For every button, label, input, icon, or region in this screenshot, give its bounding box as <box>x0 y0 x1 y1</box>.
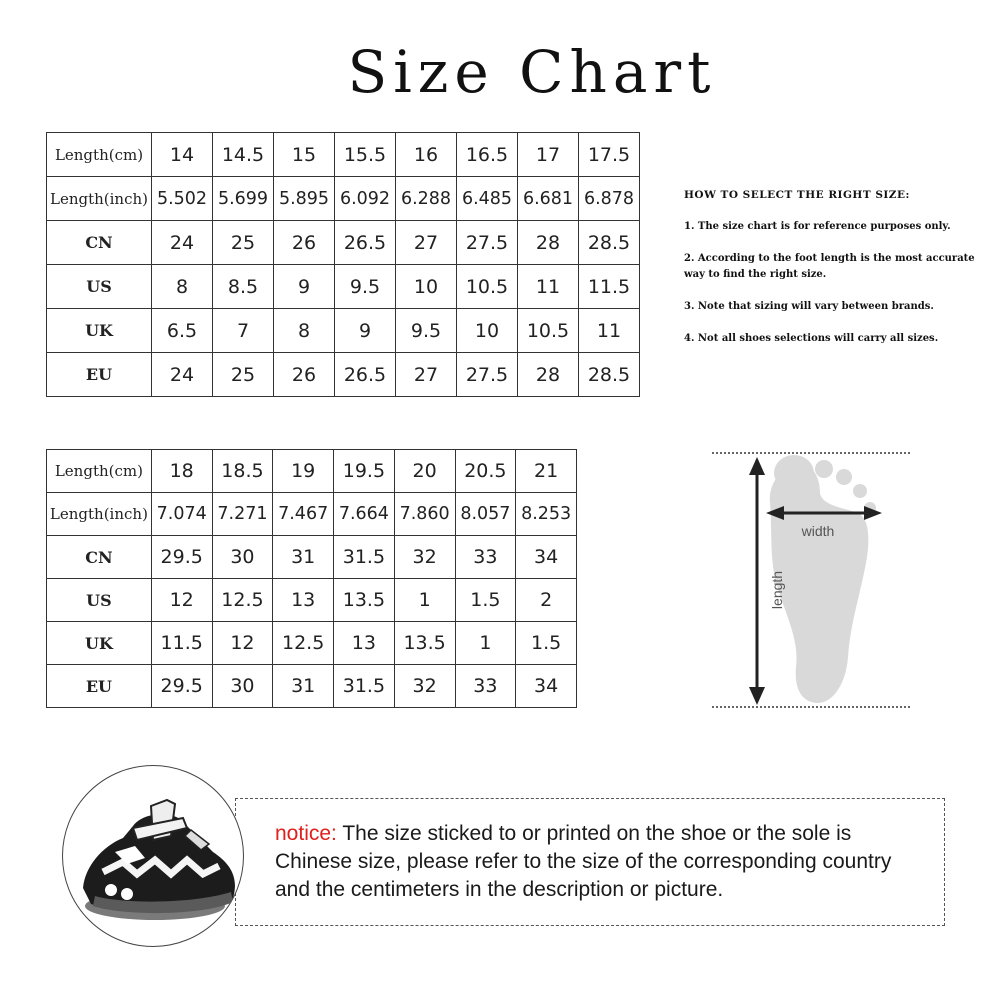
guide-tip: 2. According to the foot length is the most accurate way to find the right size. <box>684 253 975 280</box>
size-guide <box>684 188 994 363</box>
guide-tip: 1. The size chart is for reference purposes only. <box>684 221 951 232</box>
table-row <box>47 177 640 221</box>
row-header: EU <box>47 353 152 397</box>
table-cell: 25 <box>213 353 274 397</box>
length-arrow-head-bottom <box>749 687 765 705</box>
table-row <box>47 665 577 708</box>
row-header: US <box>47 579 152 622</box>
table-cell: 27 <box>396 353 457 397</box>
length-arrow-head-top <box>749 457 765 475</box>
guide-tip: 4. Not all shoes selections will carry all sizes. <box>684 333 939 344</box>
table-cell: 7.664 <box>334 493 395 536</box>
table-cell: 12.5 <box>212 579 273 622</box>
table-row <box>47 309 640 353</box>
table-cell: 7.074 <box>151 493 212 536</box>
table-cell: 30 <box>212 665 273 708</box>
table-row <box>47 265 640 309</box>
table-cell: 11 <box>579 309 640 353</box>
notice-body: The size sticked to or printed on the shoe or the sole is Chinese size, please refer to the size of the corresponding country and the centimeters in the description or picture. <box>275 822 892 901</box>
table-cell: 19 <box>273 450 334 493</box>
row-header: CN <box>47 536 152 579</box>
table-cell: 13.5 <box>334 579 395 622</box>
table-cell: 31.5 <box>334 665 395 708</box>
table-cell: 6.288 <box>396 177 457 221</box>
page-title: Size Chart <box>347 38 717 106</box>
table-cell: 13 <box>334 622 395 665</box>
table-cell: 15 <box>274 133 335 177</box>
row-header: UK <box>47 309 152 353</box>
table-cell: 8 <box>152 265 213 309</box>
table-row <box>47 450 577 493</box>
table-cell: 31 <box>273 536 334 579</box>
row-header: CN <box>47 221 152 265</box>
table-cell: 10.5 <box>457 265 518 309</box>
row-header: Length(inch) <box>47 493 152 536</box>
table-cell: 13.5 <box>394 622 455 665</box>
table-row <box>47 579 577 622</box>
table-cell: 31.5 <box>334 536 395 579</box>
table-cell: 33 <box>455 665 516 708</box>
guide-tip: 3. Note that sizing will vary between brands. <box>684 301 934 312</box>
table-cell: 27 <box>396 221 457 265</box>
table-cell: 5.895 <box>274 177 335 221</box>
table-row <box>47 133 640 177</box>
table-cell: 14 <box>152 133 213 177</box>
width-label: width <box>801 523 835 539</box>
table-cell: 6.878 <box>579 177 640 221</box>
row-header: Length(cm) <box>47 450 152 493</box>
table-cell: 7 <box>213 309 274 353</box>
table-cell: 16.5 <box>457 133 518 177</box>
table-cell: 17.5 <box>579 133 640 177</box>
table-cell: 29.5 <box>151 536 212 579</box>
table-cell: 8.253 <box>516 493 577 536</box>
table-cell: 25 <box>213 221 274 265</box>
table-cell: 1.5 <box>455 579 516 622</box>
table-cell: 18.5 <box>212 450 273 493</box>
table-cell: 19.5 <box>334 450 395 493</box>
table-cell: 9.5 <box>335 265 396 309</box>
table-cell: 8.5 <box>213 265 274 309</box>
notice-label: notice: <box>275 822 337 845</box>
table-cell: 26 <box>274 221 335 265</box>
row-header: US <box>47 265 152 309</box>
table-cell: 9 <box>335 309 396 353</box>
table-cell: 15.5 <box>335 133 396 177</box>
row-header: Length(inch) <box>47 177 152 221</box>
notice-text <box>275 820 925 904</box>
table-row <box>47 353 640 397</box>
table-cell: 6.5 <box>152 309 213 353</box>
table-cell: 24 <box>152 353 213 397</box>
table-row <box>47 221 640 265</box>
table-cell: 1 <box>394 579 455 622</box>
table-cell: 28 <box>518 221 579 265</box>
row-header: EU <box>47 665 152 708</box>
row-header: UK <box>47 622 152 665</box>
table-cell: 11.5 <box>151 622 212 665</box>
table-cell: 12 <box>151 579 212 622</box>
table-cell: 28 <box>518 353 579 397</box>
size-table-small <box>46 132 640 397</box>
size-table-large <box>46 449 577 708</box>
table-cell: 1.5 <box>516 622 577 665</box>
table-cell: 5.699 <box>213 177 274 221</box>
table-cell: 6.485 <box>457 177 518 221</box>
table-cell: 7.860 <box>394 493 455 536</box>
table-row <box>47 536 577 579</box>
table-cell: 27.5 <box>457 353 518 397</box>
length-label: length <box>769 570 785 610</box>
guide-heading: HOW TO SELECT THE RIGHT SIZE: <box>684 189 910 201</box>
foot-measure-diagram <box>710 445 940 715</box>
table-cell: 6.681 <box>518 177 579 221</box>
table-cell: 30 <box>212 536 273 579</box>
table-cell: 34 <box>516 665 577 708</box>
table-cell: 10 <box>396 265 457 309</box>
table-cell: 33 <box>455 536 516 579</box>
table-cell: 24 <box>152 221 213 265</box>
table-cell: 10.5 <box>518 309 579 353</box>
table-cell: 9 <box>274 265 335 309</box>
table-cell: 26 <box>274 353 335 397</box>
table-cell: 20 <box>394 450 455 493</box>
table-cell: 17 <box>518 133 579 177</box>
table-cell: 32 <box>394 536 455 579</box>
table-cell: 10 <box>457 309 518 353</box>
table-cell: 28.5 <box>579 221 640 265</box>
table-cell: 29.5 <box>151 665 212 708</box>
table-cell: 9.5 <box>396 309 457 353</box>
table-cell: 31 <box>273 665 334 708</box>
table-cell: 21 <box>516 450 577 493</box>
sneaker-icon <box>62 765 244 947</box>
table-cell: 8 <box>274 309 335 353</box>
table-cell: 7.467 <box>273 493 334 536</box>
table-cell: 8.057 <box>455 493 516 536</box>
row-header: Length(cm) <box>47 133 152 177</box>
table-cell: 20.5 <box>455 450 516 493</box>
table-cell: 26.5 <box>335 353 396 397</box>
table-cell: 12.5 <box>273 622 334 665</box>
table-cell: 16 <box>396 133 457 177</box>
table-cell: 27.5 <box>457 221 518 265</box>
table-cell: 1 <box>455 622 516 665</box>
table-cell: 14.5 <box>213 133 274 177</box>
table-cell: 11 <box>518 265 579 309</box>
foot-icon <box>770 455 876 703</box>
table-cell: 11.5 <box>579 265 640 309</box>
table-cell: 34 <box>516 536 577 579</box>
table-cell: 12 <box>212 622 273 665</box>
table-cell: 5.502 <box>152 177 213 221</box>
table-cell: 7.271 <box>212 493 273 536</box>
table-cell: 13 <box>273 579 334 622</box>
table-row <box>47 622 577 665</box>
table-cell: 6.092 <box>335 177 396 221</box>
table-cell: 26.5 <box>335 221 396 265</box>
table-row <box>47 493 577 536</box>
table-cell: 2 <box>516 579 577 622</box>
table-cell: 32 <box>394 665 455 708</box>
table-cell: 18 <box>151 450 212 493</box>
table-cell: 28.5 <box>579 353 640 397</box>
